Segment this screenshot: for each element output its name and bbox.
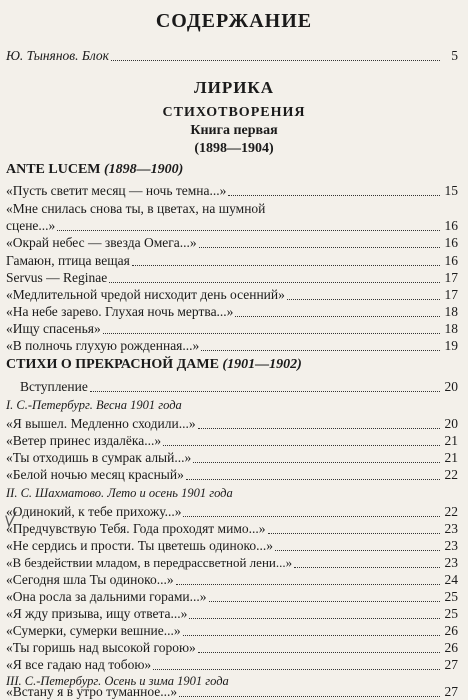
entry-title: сцене...» (6, 218, 56, 233)
entry-title: «Ветер принес издалёка...» (6, 433, 162, 448)
entry-title: «Встану я в утро туманное...» (6, 684, 178, 699)
entry-page: 5 (451, 48, 458, 63)
toc-entry[interactable] (6, 621, 458, 639)
entry-title: «Ты горишь над высокой горою» (6, 640, 196, 655)
toc-entry[interactable] (6, 638, 458, 656)
leader-dots (189, 618, 440, 619)
leader-dots (294, 567, 440, 568)
leader-dots (163, 445, 440, 446)
entry-title: «На небе зарево. Глухая ночь мертва...» (6, 304, 234, 319)
entry-title: «Белой ночью месяц красный» (6, 467, 184, 482)
toc-entry[interactable] (6, 587, 458, 605)
entry-page: 26 (444, 623, 458, 638)
toc-entry[interactable] (6, 251, 458, 269)
entry-page: 23 (444, 538, 458, 553)
entry-page: 19 (444, 338, 458, 353)
entry-title: «Она росла за дальними горами...» (6, 589, 207, 604)
entry-title: «Ищу спасенья» (6, 321, 101, 336)
entry-page: 20 (444, 416, 458, 431)
leader-dots (198, 652, 440, 653)
entry-title: «Я все гадаю над тобою» (6, 657, 152, 672)
entry-page: 23 (444, 555, 458, 570)
subpart-title: СТИХОТВОРЕНИЯ (162, 105, 306, 120)
toc-entry[interactable] (6, 319, 458, 337)
toc-entry[interactable] (6, 604, 458, 622)
page-title: СОДЕРЖАНИЕ (155, 10, 313, 32)
toc-entry-intro[interactable] (6, 46, 458, 64)
entry-title: Вступление (20, 379, 88, 394)
leader-dots (132, 265, 440, 266)
section-years: (1901—1902) (222, 357, 302, 372)
entry-title: Servus — Reginae (6, 270, 108, 285)
entry-page: 27 (444, 684, 458, 699)
entry-title: «Сумерки, сумерки вешние...» (6, 623, 181, 638)
toc-entry[interactable] (6, 536, 458, 554)
entry-title: «Я жду призыва, ищу ответа...» (6, 606, 188, 621)
entry-title: «В полночь глухую рожденная...» (6, 338, 200, 353)
entry-page: 27 (444, 657, 458, 672)
leader-dots (183, 635, 440, 636)
leader-dots (201, 350, 440, 351)
entry-page: 18 (444, 304, 458, 319)
subsection-title: III. С.-Петербург. Осень и зима 1901 года (6, 674, 229, 688)
leader-dots (176, 584, 440, 585)
toc-entry[interactable] (6, 519, 458, 537)
entry-page: 25 (444, 589, 458, 604)
entry-title: «Сегодня шла Ты одиноко...» (6, 572, 174, 587)
entry-page: 22 (444, 467, 458, 482)
toc-entry[interactable] (6, 431, 458, 449)
entry-page: 21 (444, 450, 458, 465)
entry-page: 26 (444, 640, 458, 655)
toc-entry[interactable] (6, 414, 458, 432)
leader-dots (209, 601, 440, 602)
toc-entry[interactable] (6, 233, 458, 251)
leader-dots (109, 282, 440, 283)
leader-dots (186, 479, 440, 480)
entry-page: 22 (444, 504, 458, 519)
leader-dots (90, 391, 440, 392)
entry-page: 15 (444, 183, 458, 198)
entry-page: 23 (444, 521, 458, 536)
entry-title: «Я вышел. Медленно сходили...» (6, 416, 196, 431)
entry-title: Ю. Тынянов. Блок (6, 48, 109, 63)
toc-entry[interactable] (6, 502, 458, 520)
entry-page: 20 (444, 379, 458, 394)
leader-dots (198, 428, 440, 429)
leader-dots (199, 247, 440, 248)
toc-entry[interactable] (6, 302, 458, 320)
entry-title: «Мне снилась снова ты, в цветах, на шумной (6, 201, 266, 216)
leader-dots (183, 516, 440, 517)
section-name: СТИХИ О ПРЕКРАСНОЙ ДАМЕ (6, 357, 219, 372)
leader-dots (179, 696, 440, 697)
toc-entry[interactable] (6, 682, 458, 700)
toc-entry[interactable] (6, 285, 458, 303)
entry-title: «Окрай небес — звезда Омега...» (6, 235, 197, 250)
toc-entry-continued[interactable] (6, 216, 458, 234)
entry-page: 16 (444, 235, 458, 250)
toc-entry-intro-poem[interactable] (6, 377, 458, 395)
leader-dots (193, 462, 440, 463)
section-ante-lucem (6, 162, 183, 178)
leader-dots (235, 316, 440, 317)
entry-page: 24 (444, 572, 458, 587)
toc-entry[interactable] (6, 268, 458, 286)
toc-entry[interactable] (6, 655, 458, 673)
entry-title: «Ты отходишь в сумрак алый...» (6, 450, 192, 465)
entry-page: 16 (444, 253, 458, 268)
toc-entry[interactable] (6, 448, 458, 466)
leader-dots (57, 230, 440, 231)
subsection-title: I. С.-Петербург. Весна 1901 года (6, 398, 182, 412)
toc-entry[interactable] (6, 181, 458, 199)
part-title: ЛИРИКА (193, 78, 275, 97)
entry-title: «Не сердись и прости. Ты цветешь одиноко...» (6, 538, 274, 553)
entry-page: 17 (444, 270, 458, 285)
entry-page: 16 (444, 218, 458, 233)
section-name: ANTE LUCEM (6, 162, 101, 177)
leader-dots (268, 533, 441, 534)
entry-title: «Медлительной чредой нисходит день осенний» (6, 287, 285, 302)
leader-dots (103, 333, 440, 334)
toc-entry[interactable] (6, 199, 458, 217)
leader-dots (228, 195, 440, 196)
leader-dots (275, 550, 440, 551)
toc-entry[interactable] (6, 570, 458, 588)
leader-dots (287, 299, 440, 300)
book-title: Книга первая (190, 123, 278, 138)
leader-dots (111, 60, 440, 61)
section-years: (1898—1900) (104, 162, 184, 177)
entry-title: Гамаюн, птица вещая (6, 253, 130, 268)
entry-title: «Одинокий, к тебе прихожу...» (6, 504, 182, 519)
entry-title: «Предчувствую Тебя. Года проходят мимо...» (6, 521, 266, 536)
toc-entry[interactable] (6, 336, 458, 354)
entry-page: 25 (444, 606, 458, 621)
section-prekrasnaya-dama (6, 357, 302, 373)
toc-entry[interactable] (6, 465, 458, 483)
entry-title: «Пусть светит месяц — ночь темна...» (6, 183, 227, 198)
entry-page: 21 (444, 433, 458, 448)
entry-page: 17 (444, 287, 458, 302)
book-years: (1898—1904) (194, 141, 274, 156)
entry-title: «В бездействии младом, в передрассветной лени...» (6, 555, 293, 570)
toc-entry[interactable] (6, 553, 458, 571)
leader-dots (153, 669, 440, 670)
entry-page: 18 (444, 321, 458, 336)
subsection-title: II. С. Шахматово. Лето и осень 1901 года (6, 486, 233, 500)
